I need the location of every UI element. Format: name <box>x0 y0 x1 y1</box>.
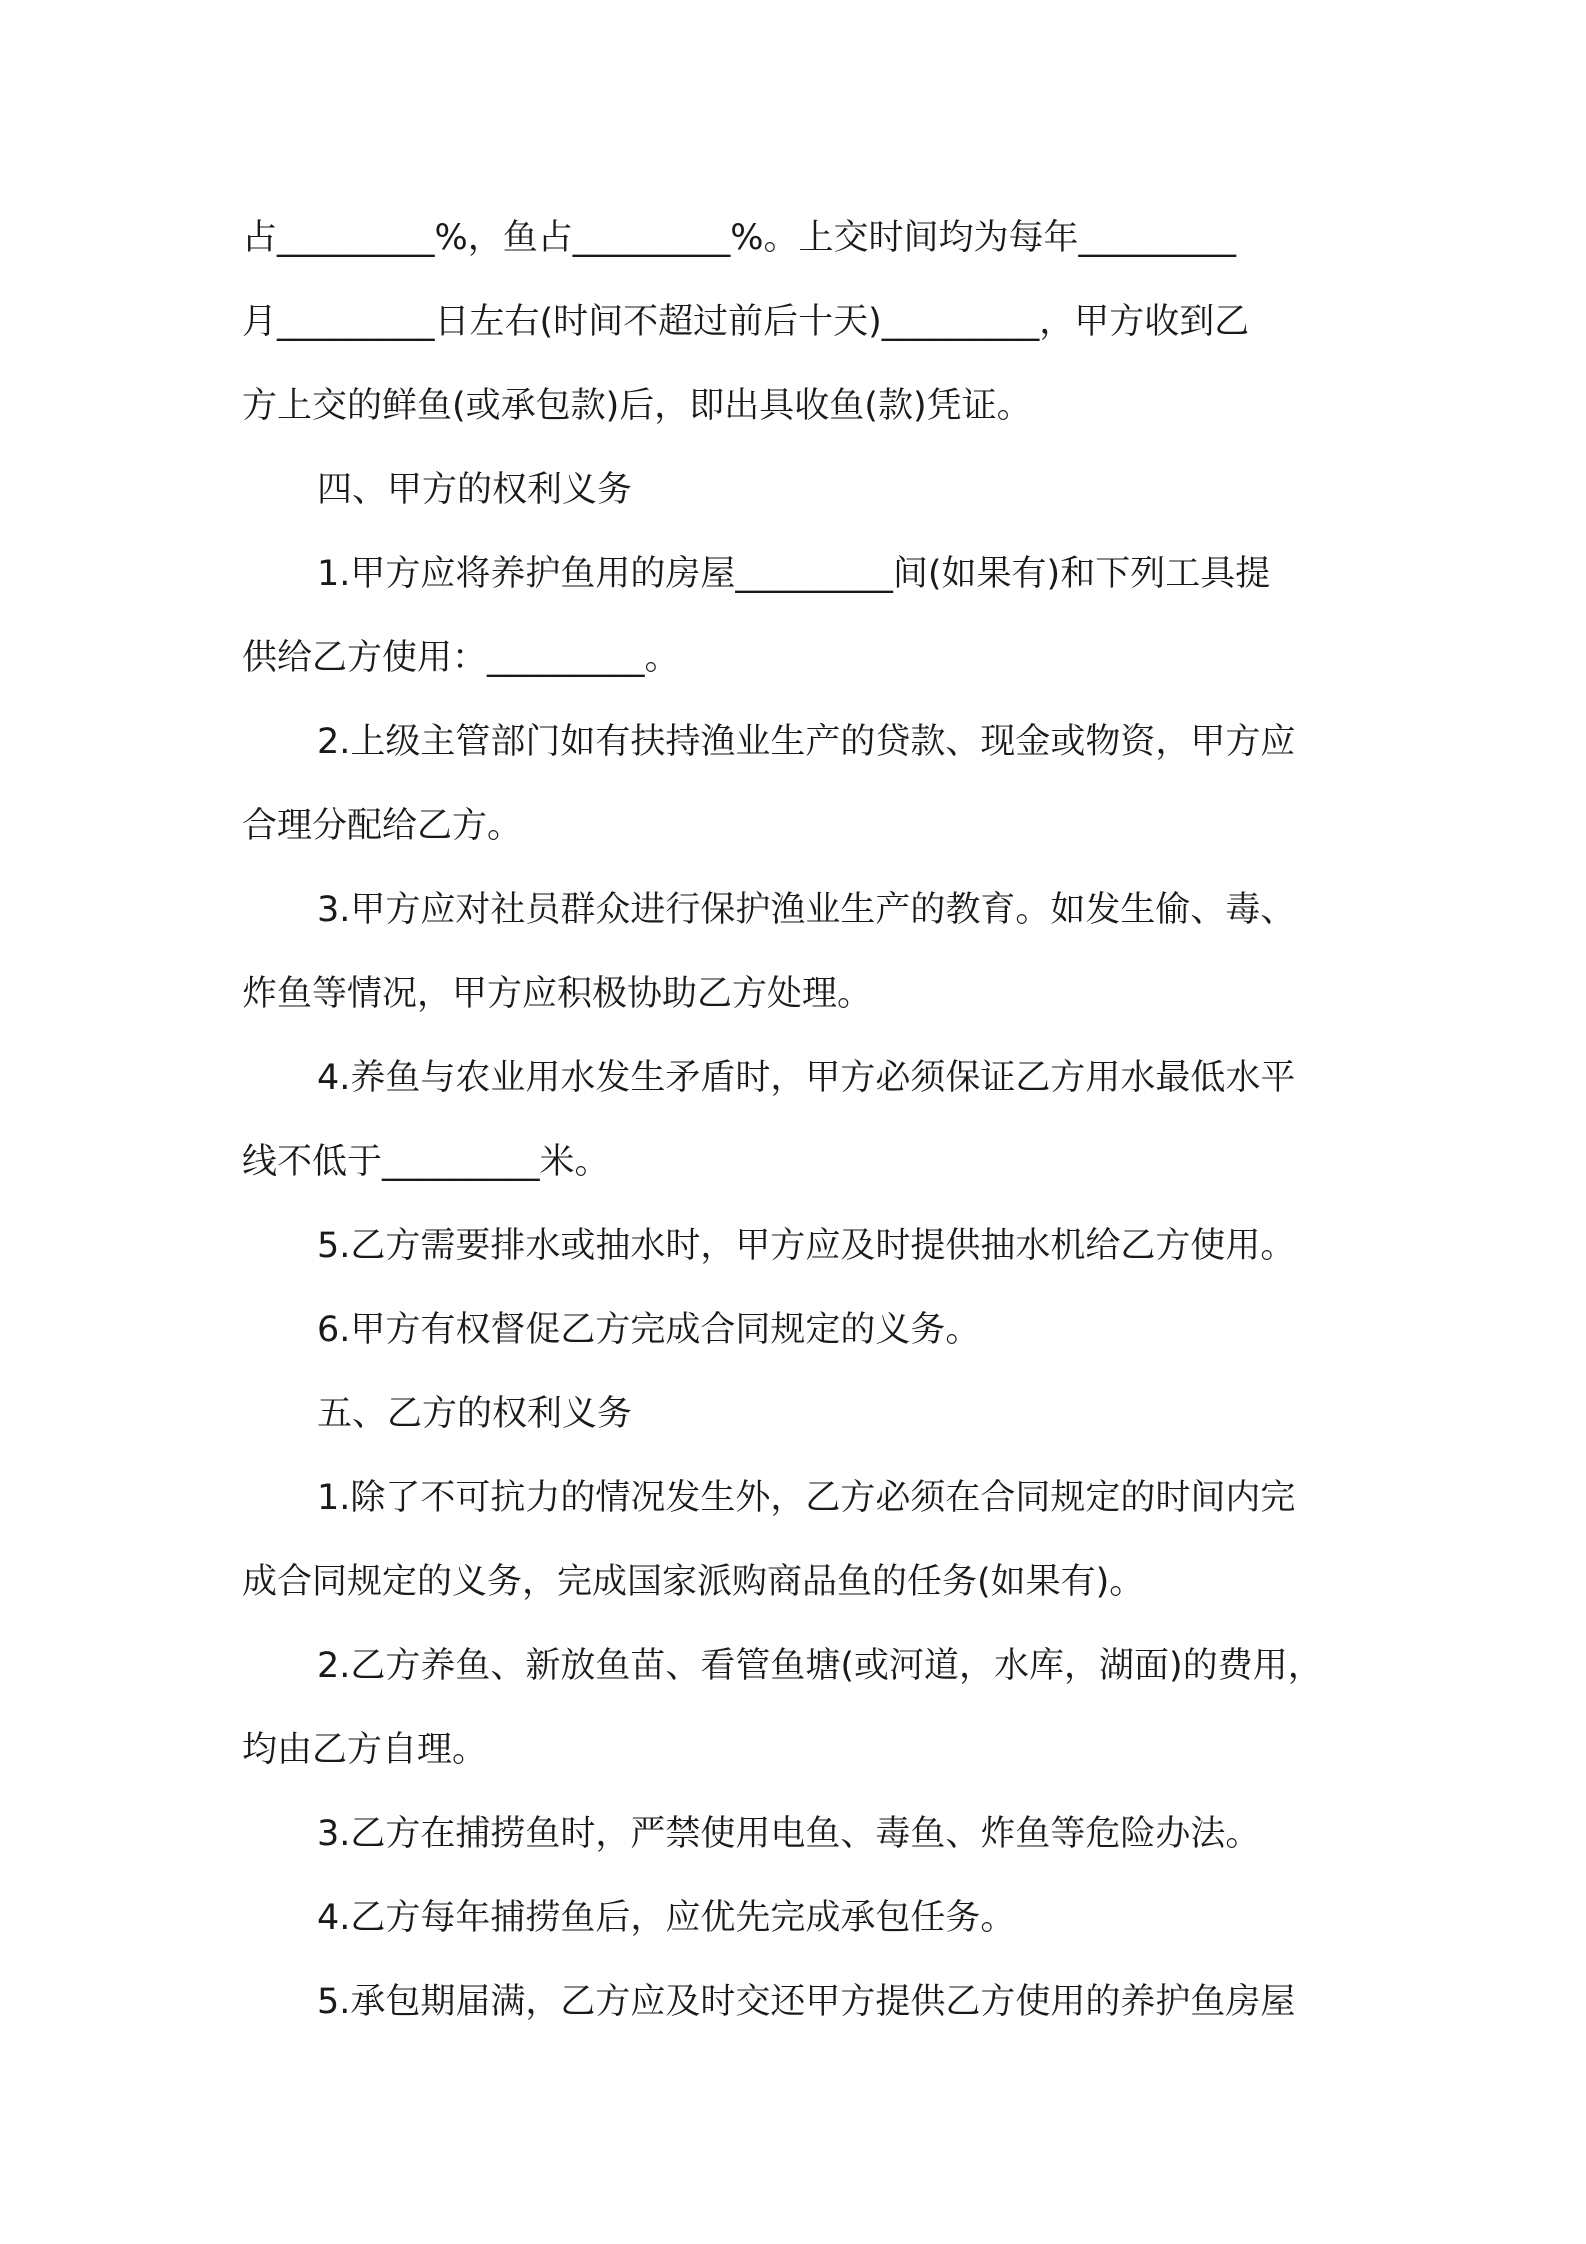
document-body <box>242 196 1366 2044</box>
text-line: 合理分配给乙方。 <box>242 806 523 846</box>
clause-b-1: 1.除了不可抗力的情况发生外，乙方必须在合同规定的时间内完 <box>317 1478 1296 1518</box>
section-heading-party-b-rights: 五、乙方的权利义务 <box>317 1394 633 1434</box>
text-line: 供给乙方使用：_________。 <box>242 638 680 678</box>
clause-b-5: 5.承包期届满，乙方应及时交还甲方提供乙方使用的养护鱼房屋 <box>317 1982 1296 2022</box>
clause-b-2: 2.乙方养鱼、新放鱼苗、看管鱼塘(或河道，水库，湖面)的费用， <box>317 1646 1323 1686</box>
text-line: 月_________日左右(时间不超过前后十天)_________，甲方收到乙 <box>242 302 1250 342</box>
clause-a-2: 2.上级主管部门如有扶持渔业生产的贷款、现金或物资，甲方应 <box>317 722 1296 762</box>
text-line: 线不低于_________米。 <box>242 1142 610 1182</box>
text-line: 均由乙方自理。 <box>242 1730 488 1770</box>
text-line: 方上交的鲜鱼(或承包款)后，即出具收鱼(款)凭证。 <box>242 386 1032 426</box>
text-line: 炸鱼等情况，甲方应积极协助乙方处理。 <box>242 974 873 1014</box>
clause-b-3: 3.乙方在捕捞鱼时，严禁使用电鱼、毒鱼、炸鱼等危险办法。 <box>317 1814 1261 1854</box>
clause-a-1: 1.甲方应将养护鱼用的房屋_________间(如果有)和下列工具提 <box>317 554 1271 594</box>
clause-a-6: 6.甲方有权督促乙方完成合同规定的义务。 <box>317 1310 981 1350</box>
clause-b-4: 4.乙方每年捕捞鱼后，应优先完成承包任务。 <box>317 1898 1016 1938</box>
clause-a-3: 3.甲方应对社员群众进行保护渔业生产的教育。如发生偷、毒、 <box>317 890 1296 930</box>
section-heading-party-a-rights: 四、甲方的权利义务 <box>317 470 633 510</box>
text-line: 占_________%，鱼占_________%。上交时间均为每年_________ <box>242 218 1237 258</box>
clause-a-4: 4.养鱼与农业用水发生矛盾时，甲方必须保证乙方用水最低水平 <box>317 1058 1296 1098</box>
clause-a-5: 5.乙方需要排水或抽水时，甲方应及时提供抽水机给乙方使用。 <box>317 1226 1296 1266</box>
text-line: 成合同规定的义务，完成国家派购商品鱼的任务(如果有)。 <box>242 1562 1145 1602</box>
